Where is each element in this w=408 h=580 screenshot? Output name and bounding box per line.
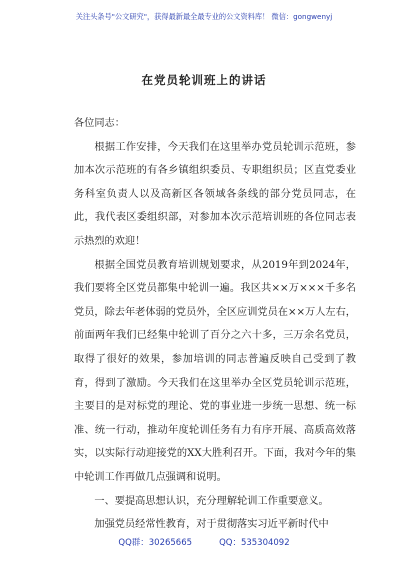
- paragraph: 加强党员经常性教育，对于贯彻落实习近平新时代中: [94, 519, 329, 531]
- promo-banner: 关注头条号"公文研究"，获得最新最全最专业的公文资料库！ 微信：gongwenyj: [75, 12, 333, 21]
- document-title: 在党员轮训班上的讲话: [141, 73, 267, 87]
- document-body: [74, 112, 356, 537]
- section-heading: 一、要提高思想认识，充分理解轮训工作重要意义。: [94, 495, 329, 507]
- salutation: 各位同志：: [74, 118, 125, 129]
- contact-footer: [0, 536, 408, 548]
- paragraph: 根据工作安排，今天我们在这里举办党员轮训示范班，参加本次示范班的有各乡镇组织委员、专职组织员；区直党委业务科室负责人以及高新区各领域各条线的部分党员同志，在此，我代表区委组织部，对参加本次示范培训班的各位同志表示热烈的欢迎！: [74, 141, 356, 247]
- qq-number: QQ：535304092: [219, 538, 290, 548]
- qq-group: QQ群：30265665: [118, 538, 193, 548]
- paragraph: 根据全国党员教育培训规划要求，从2019年到2024年，我们要将全区党员都集中轮训一遍。我区共××万×××千多名党员，除去年老体弱的党员外，全区应训党员在××万人左右，前面两年我们已经集中轮训了百分之六十多，三万余名党员，取得了很好的效果，参加培训的同志普遍反映自己受到了教育，得到了激励。今天我们在这里举办全区党员轮训示范班，主要目的是对标党的理论、党的事业进一步统一思想、统一标准、统一行动，推动年度轮训任务有力有序开展、高质高效落实，以实际行动迎接党的XX大胜利召开。下面，我对今年的集中轮训工作再做几点强调和说明。: [74, 259, 356, 483]
